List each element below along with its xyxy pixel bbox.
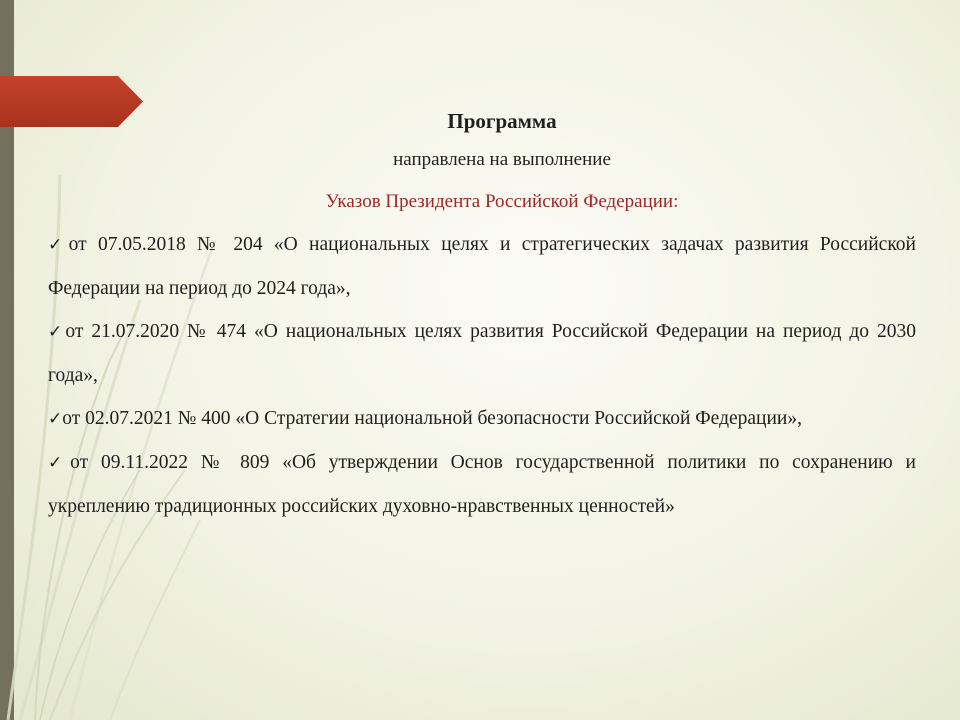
checkmark-icon: ✓ <box>48 322 66 342</box>
decree-item <box>48 441 916 528</box>
decree-item <box>48 310 916 397</box>
checkmark-icon: ✓ <box>48 235 69 255</box>
checkmark-icon: ✓ <box>48 409 63 429</box>
program-subtitle: направлена на выполнение <box>393 149 611 170</box>
decree-item <box>48 223 916 310</box>
decree-text: от 07.05.2018 № 204 «О национальных целях и стратегических задачах развития Российской Федерации на период до 2024 года», <box>48 234 916 299</box>
decree-item <box>48 397 916 441</box>
decree-text: от 02.07.2021 № 400 «О Стратегии национальной безопасности Российской Федерации», <box>62 408 802 429</box>
decrees-heading: Указов Президента Российской Федерации: <box>325 191 679 212</box>
program-title: Программа <box>447 109 557 133</box>
decree-text: от 09.11.2022 № 809 «Об утверждении Основ государственной политики по сохранению и укреплению традиционных российских духовно-нравственных ценностей» <box>48 452 916 517</box>
slide-content <box>48 103 916 528</box>
checkmark-icon: ✓ <box>48 453 71 473</box>
decree-text: от 21.07.2020 № 474 «О национальных целях развития Российской Федерации на период до 2030 года», <box>48 321 916 386</box>
